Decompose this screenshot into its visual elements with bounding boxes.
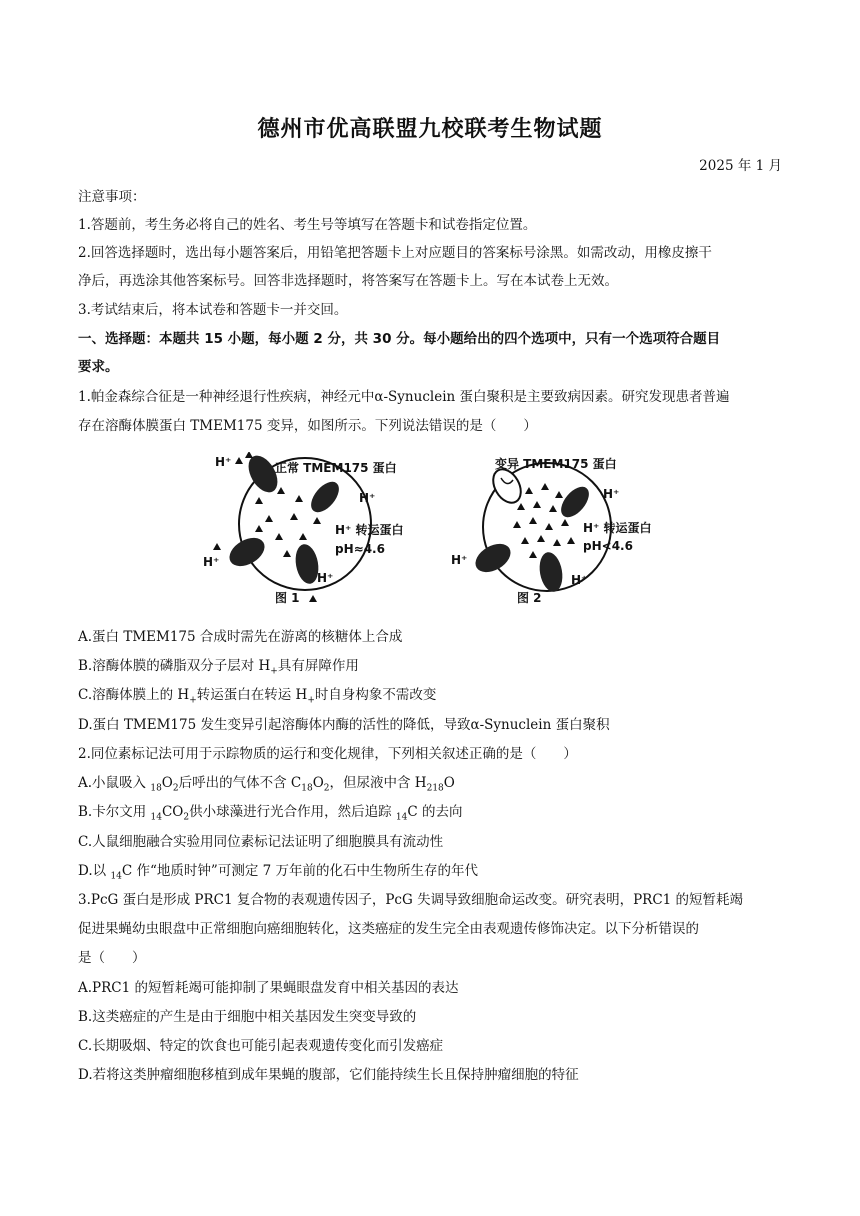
- q3-option-a: A.PRC1 的短暂耗竭可能抑制了果蝇眼盘发育中相关基因的表达: [78, 980, 459, 996]
- section-heading-line1: 一、选择题：本题共 15 小题，每小题 2 分，共 30 分。每小题给出的四个选项中，只有一个选项符合题目: [78, 331, 721, 347]
- fig1-h-label: H⁺: [359, 491, 376, 505]
- fig1-transporter-label: H⁺ 转运蛋白: [335, 523, 404, 537]
- section-heading-line2: 要求。: [78, 359, 119, 375]
- fig1-protein-label: 正常 TMEM175 蛋白: [275, 461, 397, 475]
- q2-option-a: A.小鼠吸入 $_{18}O_2$后呼出的气体不含 $C_{18}O_2$，但尿液中含 $H_{218}O$: [78, 775, 455, 794]
- q2-option-b: B.卡尔文用 $_{14}CO_2$供小球藻进行光合作用，然后追踪 $_{14}$C 的去向: [78, 804, 463, 823]
- fig1-h-label: H⁺: [215, 455, 232, 469]
- q1-stem-line2: 存在溶酶体膜蛋白 TMEM175 变异，如图所示。下列说法错误的是（ ）: [78, 418, 537, 434]
- q3-stem-line3: 是（ ）: [78, 950, 146, 966]
- fig1-ph-label: pH≈4.6: [335, 542, 385, 556]
- q3-stem-line2: 促进果蝇幼虫眼盘中正常细胞向癌细胞转化，这类癌症的发生完全由表观遗传修饰决定。以下分析错误的: [78, 921, 699, 937]
- fig1-caption: 图 1: [275, 591, 300, 605]
- q3-option-c: C.长期吸烟、特定的饮食也可能引起表观遗传变化而引发癌症: [78, 1038, 444, 1054]
- fig2-h-label: H⁺: [603, 487, 620, 501]
- q1-option-d: D.蛋白 TMEM175 发生变异引起溶酶体内酶的活性的降低，导致α-Synuclein 蛋白聚积: [78, 717, 610, 733]
- notice-item-3: 3.考试结束后，将本试卷和答题卡一并交回。: [78, 302, 348, 318]
- notice-item-2a: 2.回答选择题时，选出每小题答案后，用铅笔把答题卡上对应题目的答案标号涂黑。如需改动，用橡皮擦干: [78, 245, 712, 261]
- q1-option-c: C.溶酶体膜上的 $H_+$转运蛋白在转运 $H_+$时自身构象不需改变: [78, 687, 437, 706]
- q3-option-d: D.若将这类肿瘤细胞移植到成年果蝇的腹部，它们能持续生长且保持肿瘤细胞的特征: [78, 1067, 579, 1083]
- fig2-transporter-label: H⁺ 转运蛋白: [583, 521, 652, 535]
- fig1-h-label: H⁺: [203, 555, 220, 569]
- membrane-protein-icon: [225, 532, 270, 572]
- figure-1: [203, 452, 404, 605]
- fig2-caption: 图 2: [517, 591, 542, 605]
- q2-option-d: D.以 $_{14}$C 作“地质时钟”可测定 7 万年前的化石中生物所生存的年代: [78, 863, 478, 882]
- notice-item-2b: 净后，再选涂其他答案标号。回答非选择题时，将答案写在答题卡上。写在本试卷上无效。: [78, 273, 618, 289]
- h-ion-triangles: [513, 483, 575, 558]
- q2-option-c: C.人鼠细胞融合实验用同位素标记法证明了细胞膜具有流动性: [78, 834, 444, 850]
- fig2-protein-label: 变异 TMEM175 蛋白: [495, 457, 617, 471]
- q1-option-b: B.溶酶体膜的磷脂双分子层对 $H_+$具有屏障作用: [78, 658, 359, 677]
- fig2-ph-label: pH<4.6: [583, 539, 633, 553]
- fig1-h-label: H⁺: [317, 571, 334, 585]
- membrane-protein-icon: [537, 550, 566, 593]
- lysosome-figure: [195, 452, 675, 612]
- notice-item-1: 1.答题前，考生务必将自己的姓名、考生号等填写在答题卡和试卷指定位置。: [78, 217, 537, 233]
- h-transporter-icon: [306, 477, 344, 517]
- h-transporter-icon: [556, 482, 594, 522]
- membrane-protein-icon: [471, 538, 516, 578]
- page-title: 德州市优高联盟九校联考生物试题: [257, 117, 603, 142]
- q3-stem-line1: 3.PcG 蛋白是形成 PRC1 复合物的表观遗传因子，PcG 失调导致细胞命运改变。研究表明，PRC1 的短暂耗竭: [78, 892, 744, 908]
- notice-heading: 注意事项：: [78, 189, 146, 205]
- q2-stem: 2.同位素标记法可用于示踪物质的运行和变化规律，下列相关叙述正确的是（ ）: [78, 746, 577, 762]
- q3-option-b: B.这类癌症的产生是由于细胞中相关基因发生突变导致的: [78, 1009, 417, 1025]
- fig2-h-label: H⁺: [451, 553, 468, 567]
- q1-option-a: A.蛋白 TMEM175 合成时需先在游离的核糖体上合成: [78, 629, 403, 645]
- figure-2: [451, 456, 652, 605]
- fig2-h-label: H⁺: [571, 573, 588, 587]
- q1-stem-line1: 1.帕金森综合征是一种神经退行性疾病，神经元中α-Synuclein 蛋白聚积是主要致病因素。研究发现患者普遍: [78, 389, 730, 405]
- exam-date: 2025 年 1 月: [699, 158, 782, 174]
